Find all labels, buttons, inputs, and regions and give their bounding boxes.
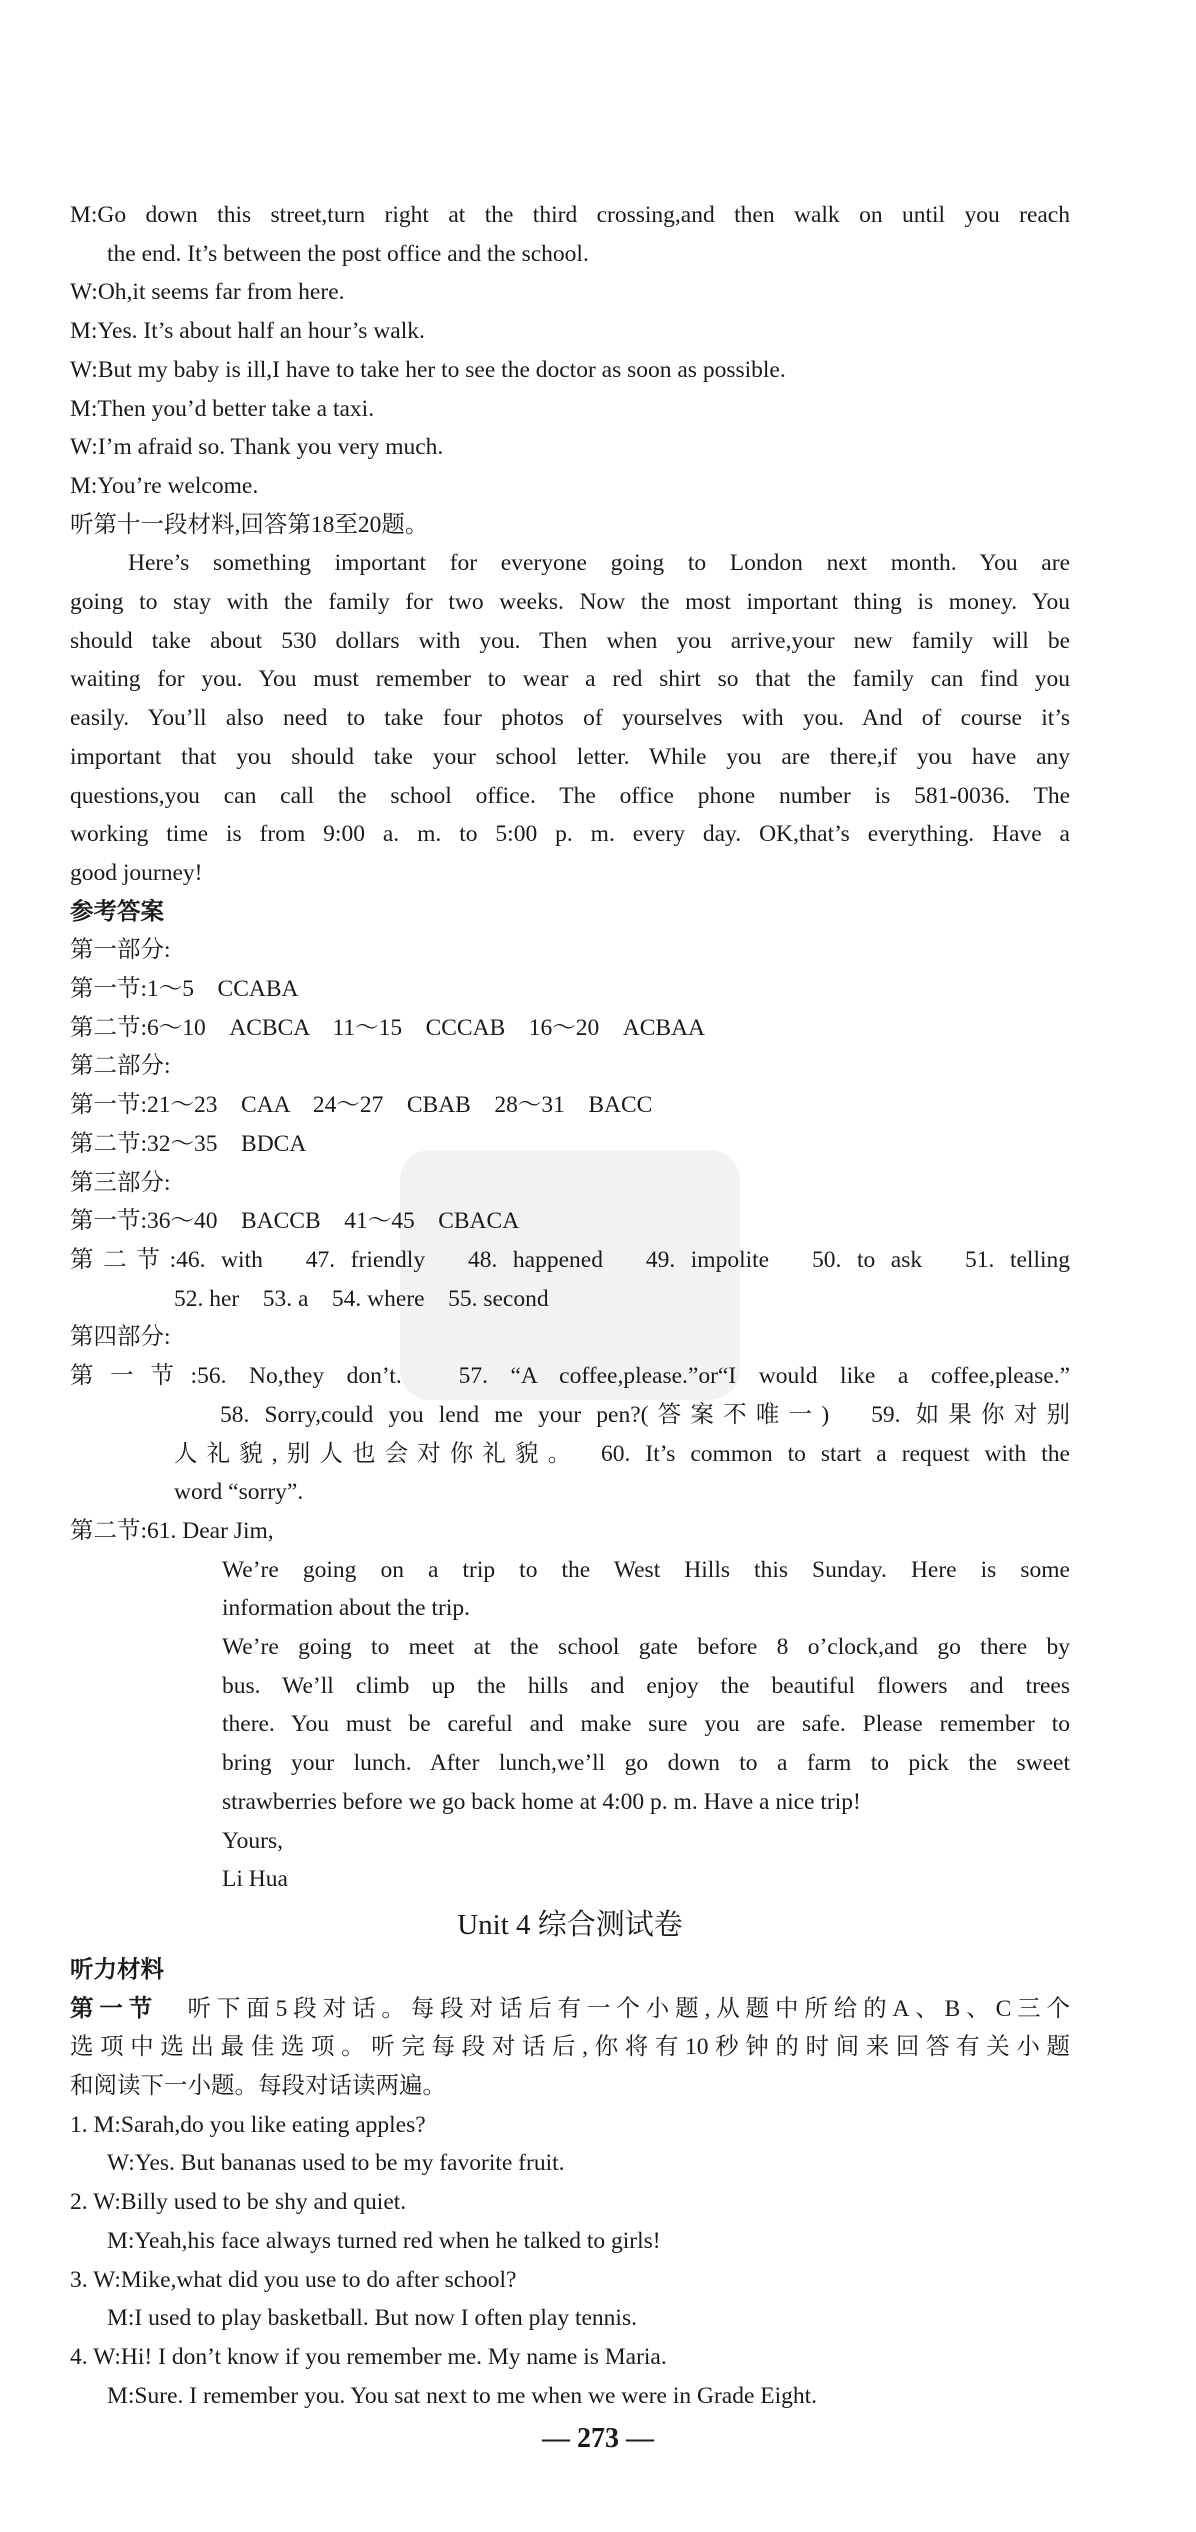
question-line: M:Sure. I remember you. You sat next to me when we were in Grade Eight. — [107, 2382, 818, 2409]
letter-line: bus. We’ll climb up the hills and enjoy the beautiful flowers and trees — [222, 1672, 1070, 1699]
letter-line: there. You must be careful and make sure you are safe. Please remember to — [222, 1711, 1070, 1738]
passage-line: Here’s something important for everyone going to London next month. You are — [128, 550, 1070, 577]
section-heading: 听第十一段材料,回答第18至20题。 — [70, 511, 429, 538]
passage-line: going to stay with the family for two weeks. Now the most important thing is money. You — [70, 589, 1070, 616]
answer-line: 人礼貌,别人也会对你礼貌。 60. It’s common to start a request with the — [174, 1440, 1070, 1467]
answer-line: 第一部分: — [70, 937, 171, 964]
passage-line: important that you should take your school letter. While you are there,if you have any — [70, 743, 1070, 770]
answer-line: 第一节:21～23 CAA 24～27 CBAB 28～31 BACC — [70, 1092, 653, 1119]
question-line: 3. W:Mike,what did you use to do after school? — [70, 2266, 517, 2293]
document-page — [70, 196, 1070, 2415]
passage-line: easily. You’ll also need to take four photos of yourselves with you. And of course it’s — [70, 705, 1070, 732]
dialog-line: W:Oh,it seems far from here. — [70, 279, 345, 306]
answer-line: 第一节:56. No,they don’t. 57. “A coffee,please.”or“I would like a coffee,please.” — [70, 1363, 1070, 1390]
question-list — [70, 2106, 1070, 2416]
answer-line: 第一节:36～40 BACCB 41～45 CBACA — [70, 1208, 520, 1235]
instruction-line: 听下面5段对话。每段对话后有一个小题,从题中所给的A、B、C三个 — [187, 1995, 1070, 2022]
dialog-line: W:But my baby is ill,I have to take her to see the doctor as soon as possible. — [70, 356, 786, 383]
letter-line: bring your lunch. After lunch,we’ll go down to a farm to pick the sweet — [222, 1750, 1070, 1777]
listening-heading: 听力材料 — [70, 1956, 164, 1983]
answer-line: 第四部分: — [70, 1324, 171, 1351]
dialog-line: W:I’m afraid so. Thank you very much. — [70, 434, 444, 461]
passage-line: working time is from 9:00 a. m. to 5:00 p. m. every day. OK,that’s everything. Have a — [70, 821, 1070, 848]
question-line: 2. W:Billy used to be shy and quiet. — [70, 2189, 407, 2216]
answer-line: word “sorry”. — [174, 1479, 304, 1506]
dialog-line: M:You’re welcome. — [70, 472, 259, 499]
letter-line: We’re going to meet at the school gate before 8 o’clock,and go there by — [222, 1634, 1070, 1661]
passage-line: questions,you can call the school office. The office phone number is 581-0036. The — [70, 782, 1070, 809]
dialog-line: M:Yes. It’s about half an hour’s walk. — [70, 318, 425, 345]
answers-heading: 参考答案 — [70, 898, 164, 925]
answer-line: 第二部分: — [70, 1053, 171, 1080]
question-line: M:Yeah,his face always turned red when he talked to girls! — [107, 2227, 661, 2254]
letter-line: information about the trip. — [222, 1595, 471, 1622]
dialog-line: M:Then you’d better take a taxi. — [70, 395, 375, 422]
letter — [70, 1551, 1070, 1899]
letter-line: We’re going on a trip to the West Hills this Sunday. Here is some — [222, 1556, 1070, 1583]
letter-line: Li Hua — [222, 1866, 288, 1893]
letter-label: 第二节:61. Dear Jim, — [70, 1517, 274, 1544]
letter-line: strawberries before we go back home at 4:00 p. m. Have a nice trip! — [222, 1788, 861, 1815]
instruction-line: 和阅读下一小题。每段对话读两遍。 — [70, 2073, 446, 2100]
passage — [70, 544, 1070, 892]
question-line: 4. W:Hi! I don’t know if you remember me. My name is Maria. — [70, 2343, 667, 2370]
letter-line: Yours, — [222, 1827, 283, 1854]
passage-line: waiting for you. You must remember to wear a red shirt so that the family can find you — [70, 666, 1070, 693]
passage-line: good journey! — [70, 859, 203, 886]
instruction-line: 选项中选出最佳选项。听完每段对话后,你将有10秒钟的时间来回答有关小题 — [70, 2034, 1070, 2061]
passage-line: should take about 530 dollars with you. Then when you arrive,your new family will be — [70, 627, 1070, 654]
dialog-section — [70, 196, 1070, 506]
answer-line: 58. Sorry,could you lend me your pen?(答案不唯一) 59. 如果你对别 — [220, 1401, 1070, 1428]
answer-line: 第二节:6～10 ACBCA 11～15 CCCAB 16～20 ACBAA — [70, 1014, 706, 1041]
dialog-line: M:Go down this street,turn right at the third crossing,and then walk on until you reach — [70, 202, 1070, 228]
answer-line: 52. her 53. a 54. where 55. second — [174, 1285, 549, 1312]
answer-line: 第二节:32～35 BDCA — [70, 1130, 307, 1157]
dialog-line: the end. It’s between the post office and the school. — [107, 240, 589, 267]
section1-label: 第一节 — [70, 1995, 159, 2022]
page-number: — 273 — — [542, 2423, 654, 2454]
answer-line: 第一节:1～5 CCABA — [70, 976, 299, 1003]
question-line: M:I used to play basketball. But now I often play tennis. — [107, 2305, 637, 2332]
question-line: W:Yes. But bananas used to be my favorite fruit. — [107, 2150, 565, 2177]
answer-line: 第二节:46. with 47. friendly 48. happened 49. impolite 50. to ask 51. telling — [70, 1246, 1070, 1273]
answer-list — [70, 931, 1070, 1512]
answer-line: 第三部分: — [70, 1169, 171, 1196]
instructions — [70, 1990, 1070, 2106]
unit-title: Unit 4 综合测试卷 — [457, 1908, 683, 1941]
question-line: 1. M:Sarah,do you like eating apples? — [70, 2111, 426, 2138]
